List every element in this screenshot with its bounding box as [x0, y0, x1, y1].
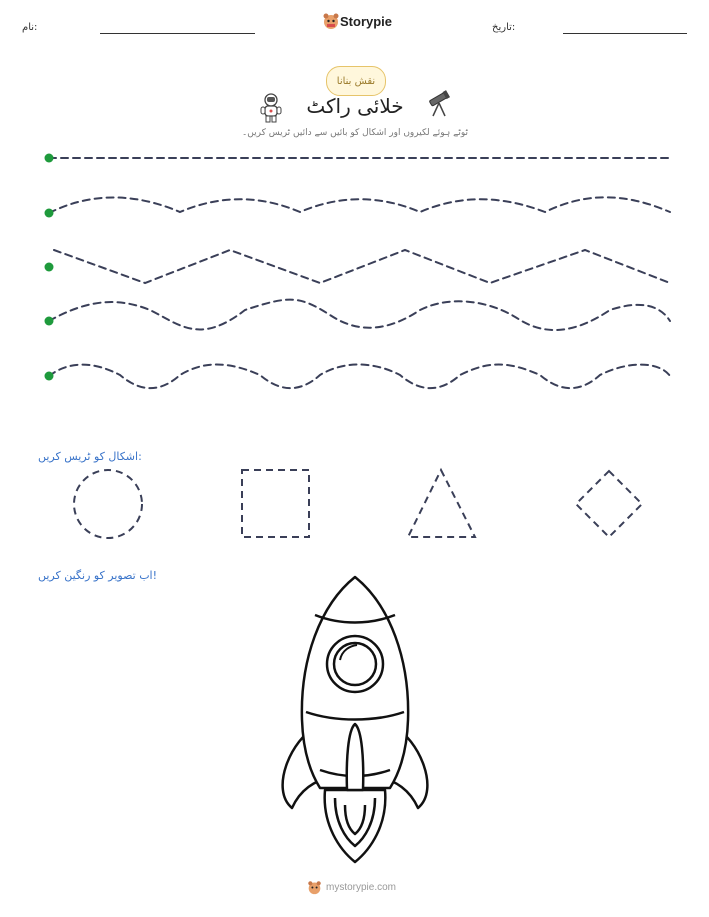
trace-shape-triangle [408, 470, 475, 537]
start-dot-4 [45, 317, 54, 326]
rocket-illustration [283, 577, 428, 862]
start-dot-3 [45, 263, 54, 272]
start-dot-2 [45, 209, 54, 218]
rocket-fin-center [347, 724, 363, 790]
trace-shape-circle [74, 470, 142, 538]
trace-line-wave-smooth [49, 197, 670, 213]
start-dot-5 [45, 372, 54, 381]
instructions: ٹوٹے ہوئے لکیروں اور اشکال کو بائیں سے دائیں ٹریس کریں۔ [241, 128, 469, 138]
trace-shape-square [242, 470, 309, 537]
rocket-window-inner [334, 643, 376, 685]
color-section-label: اب تصویر کو رنگین کریں! [38, 569, 158, 582]
shapes-section-label: اشکال کو ٹریس کریں: [38, 450, 142, 463]
rocket-flame [325, 790, 386, 862]
trace-line-wave-large [49, 300, 670, 330]
start-dot-1 [45, 154, 54, 163]
trace-line-wave-bumpy [49, 364, 670, 388]
date-label: تاریخ: [492, 22, 516, 33]
footer-logo-icon [307, 880, 322, 895]
page-title: خلائی راکٹ [306, 94, 404, 118]
trace-line-zigzag [54, 250, 670, 283]
trace-shape-diamond [576, 471, 642, 537]
brand-name: Storypie [340, 14, 393, 29]
footer-website[interactable]: mystorypie.com [326, 882, 397, 893]
activity-badge: نقش بنانا [326, 66, 386, 96]
name-label: نام: [22, 22, 38, 33]
